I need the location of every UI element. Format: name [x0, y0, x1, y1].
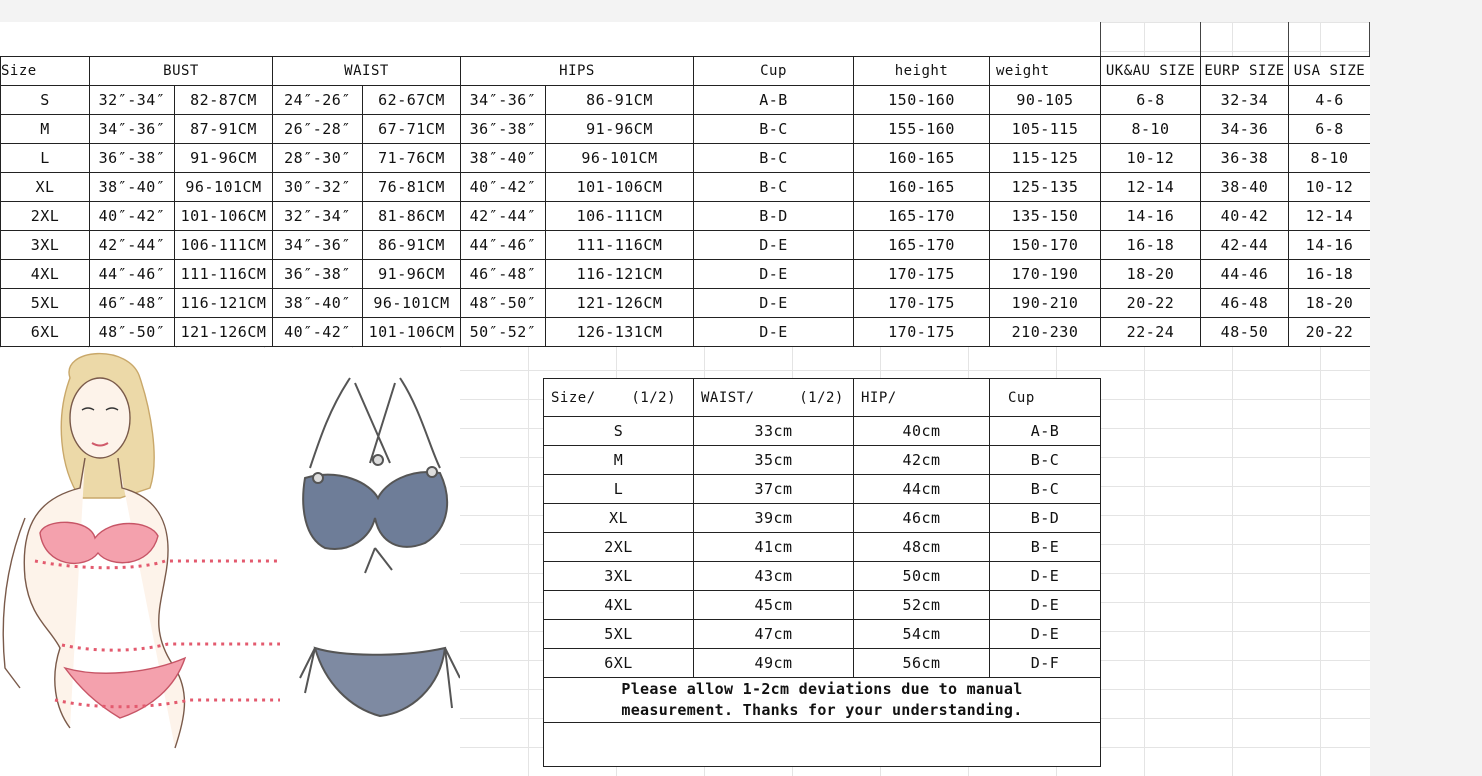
woman-figure [3, 354, 185, 748]
table-cell: 40cm [854, 417, 990, 446]
table-cell: 40″-42″ [273, 318, 363, 347]
table-cell: 34″-36″ [273, 231, 363, 260]
table-cell: 125-135 [990, 173, 1101, 202]
half-measure-table [543, 378, 1101, 767]
table-cell: 43cm [694, 562, 854, 591]
header-waist: WAIST [273, 57, 461, 86]
table-cell: D-E [990, 620, 1101, 649]
table-cell: D-E [694, 260, 854, 289]
table-cell: 16-18 [1289, 260, 1371, 289]
table-cell: 10-12 [1101, 144, 1201, 173]
table-cell: 28″-30″ [273, 144, 363, 173]
table-cell: 48″-50″ [90, 318, 175, 347]
table-cell: 46cm [854, 504, 990, 533]
table-cell: S [544, 417, 694, 446]
table-cell: L [1, 144, 90, 173]
header-bust: BUST [90, 57, 273, 86]
table-cell: 40″-42″ [461, 173, 546, 202]
table-row [1, 86, 1371, 115]
table-cell: 91-96CM [363, 260, 461, 289]
table-cell: B-C [990, 446, 1101, 475]
table-cell: 96-101CM [175, 173, 273, 202]
table-cell: B-C [990, 475, 1101, 504]
table-cell: 44″-46″ [461, 231, 546, 260]
table-row [544, 591, 1101, 620]
table-cell: 41cm [694, 533, 854, 562]
table-cell: 26″-28″ [273, 115, 363, 144]
table-cell: 105-115 [990, 115, 1101, 144]
table-cell: 42cm [854, 446, 990, 475]
measurement-note: Please allow 1-2cm deviations due to manual measurement. Thanks for your understanding. [544, 678, 1101, 723]
table-cell: 210-230 [990, 318, 1101, 347]
table-cell: 6-8 [1101, 86, 1201, 115]
table-cell: 38″-40″ [461, 144, 546, 173]
table-cell: 160-165 [854, 173, 990, 202]
table-cell: 8-10 [1289, 144, 1371, 173]
table-cell: 4XL [544, 591, 694, 620]
table-cell: B-C [694, 144, 854, 173]
table-cell: 40-42 [1201, 202, 1289, 231]
table-cell: A-B [694, 86, 854, 115]
table-cell: 30″-32″ [273, 173, 363, 202]
half-header-row [544, 379, 1101, 417]
table-cell: 126-131CM [546, 318, 694, 347]
table-cell: 82-87CM [175, 86, 273, 115]
table-cell: D-F [990, 649, 1101, 678]
table-cell: 2XL [1, 202, 90, 231]
table-cell: 24″-26″ [273, 86, 363, 115]
swimsuit-bottom-image [300, 648, 460, 716]
table-row [544, 562, 1101, 591]
title-row [0, 22, 1100, 56]
table-cell: 106-111CM [546, 202, 694, 231]
table-cell: 33cm [694, 417, 854, 446]
table-cell: 18-20 [1289, 289, 1371, 318]
table-cell: 170-175 [854, 318, 990, 347]
table-cell: B-D [990, 504, 1101, 533]
table-cell: D-E [990, 562, 1101, 591]
table-cell: A-B [990, 417, 1101, 446]
table-cell: 34″-36″ [461, 86, 546, 115]
table-cell: 16-18 [1101, 231, 1201, 260]
main-size-table [0, 56, 1370, 347]
table-row [544, 649, 1101, 678]
table-cell: 170-190 [990, 260, 1101, 289]
table-cell: 46-48 [1201, 289, 1289, 318]
table-cell: 6XL [1, 318, 90, 347]
table-row [1, 144, 1371, 173]
table-cell: 56cm [854, 649, 990, 678]
table-cell: 6-8 [1289, 115, 1371, 144]
table-cell: 3XL [1, 231, 90, 260]
header-height: height [854, 57, 990, 86]
table-row [1, 173, 1371, 202]
half-header-size: Size/ (1/2) [544, 379, 694, 417]
header-size: Size [1, 57, 90, 86]
table-cell: D-E [694, 318, 854, 347]
table-cell: 44cm [854, 475, 990, 504]
table-cell: 22-24 [1101, 318, 1201, 347]
table-cell: 48-50 [1201, 318, 1289, 347]
table-cell: 47cm [694, 620, 854, 649]
table-cell: 50″-52″ [461, 318, 546, 347]
table-cell: 111-116CM [175, 260, 273, 289]
table-cell: 34-36 [1201, 115, 1289, 144]
table-cell: D-E [990, 591, 1101, 620]
table-cell: 20-22 [1101, 289, 1201, 318]
table-cell: B-D [694, 202, 854, 231]
table-cell: 190-210 [990, 289, 1101, 318]
table-cell: 165-170 [854, 202, 990, 231]
blank-row [544, 723, 1101, 767]
table-cell: 90-105 [990, 86, 1101, 115]
table-cell: 165-170 [854, 231, 990, 260]
table-cell: 37cm [694, 475, 854, 504]
table-cell: 170-175 [854, 289, 990, 318]
table-cell: 111-116CM [546, 231, 694, 260]
table-cell: 42″-44″ [461, 202, 546, 231]
table-cell: 42″-44″ [90, 231, 175, 260]
table-cell: 32″-34″ [90, 86, 175, 115]
table-cell: B-C [694, 173, 854, 202]
table-cell: D-E [694, 231, 854, 260]
table-cell: D-E [694, 289, 854, 318]
model-illustration [0, 348, 460, 776]
table-cell: 20-22 [1289, 318, 1371, 347]
table-cell: XL [1, 173, 90, 202]
table-cell: 35cm [694, 446, 854, 475]
header-weight: weight [990, 57, 1101, 86]
table-cell: L [544, 475, 694, 504]
table-cell: 170-175 [854, 260, 990, 289]
swimsuit-top-image [303, 378, 447, 573]
table-cell: 8-10 [1101, 115, 1201, 144]
table-cell: 10-12 [1289, 173, 1371, 202]
bikini-top [40, 522, 158, 563]
table-cell: 46″-48″ [90, 289, 175, 318]
table-cell: 76-81CM [363, 173, 461, 202]
table-row [544, 446, 1101, 475]
table-cell: 48″-50″ [461, 289, 546, 318]
table-cell: M [544, 446, 694, 475]
waist-measure-line [62, 644, 280, 650]
table-cell: 49cm [694, 649, 854, 678]
table-cell: 38″-40″ [273, 289, 363, 318]
half-header-hip: HIP/ [854, 379, 990, 417]
table-cell: 150-170 [990, 231, 1101, 260]
table-cell: 32-34 [1201, 86, 1289, 115]
table-cell: 150-160 [854, 86, 990, 115]
table-cell: 36″-38″ [461, 115, 546, 144]
table-cell: 96-101CM [546, 144, 694, 173]
table-cell: 116-121CM [175, 289, 273, 318]
table-row [544, 620, 1101, 649]
table-cell: 116-121CM [546, 260, 694, 289]
table-cell: 18-20 [1101, 260, 1201, 289]
table-cell: 5XL [1, 289, 90, 318]
main-header-row [1, 57, 1371, 86]
table-cell: 48cm [854, 533, 990, 562]
table-cell: XL [544, 504, 694, 533]
header-uk-au-size: UK&AU SIZE [1101, 57, 1201, 86]
table-cell: 5XL [544, 620, 694, 649]
table-row [1, 260, 1371, 289]
bikini-bottom [65, 658, 185, 718]
table-cell: 96-101CM [363, 289, 461, 318]
table-row [544, 533, 1101, 562]
table-cell: 4XL [1, 260, 90, 289]
header-cup: Cup [694, 57, 854, 86]
table-cell: 36-38 [1201, 144, 1289, 173]
table-cell: 91-96CM [546, 115, 694, 144]
table-cell: 87-91CM [175, 115, 273, 144]
table-row [544, 475, 1101, 504]
table-cell: 52cm [854, 591, 990, 620]
table-cell: S [1, 86, 90, 115]
table-cell: 106-111CM [175, 231, 273, 260]
table-cell: 155-160 [854, 115, 990, 144]
table-cell: 86-91CM [546, 86, 694, 115]
table-cell: 62-67CM [363, 86, 461, 115]
table-cell: 32″-34″ [273, 202, 363, 231]
table-cell: 101-106CM [175, 202, 273, 231]
note-row [544, 678, 1101, 723]
table-cell: 86-91CM [363, 231, 461, 260]
table-cell: 38-40 [1201, 173, 1289, 202]
table-cell: 46″-48″ [461, 260, 546, 289]
table-cell: 38″-40″ [90, 173, 175, 202]
size-chart-sheet [0, 22, 1370, 776]
table-cell: 36″-38″ [90, 144, 175, 173]
table-cell: 36″-38″ [273, 260, 363, 289]
table-cell: 44″-46″ [90, 260, 175, 289]
half-header-waist: WAIST/ (1/2) [694, 379, 854, 417]
table-cell: 71-76CM [363, 144, 461, 173]
table-row [1, 115, 1371, 144]
left-arm [3, 518, 25, 688]
table-cell: B-E [990, 533, 1101, 562]
table-cell: 121-126CM [175, 318, 273, 347]
table-cell: 44-46 [1201, 260, 1289, 289]
table-cell: 81-86CM [363, 202, 461, 231]
table-row [1, 318, 1371, 347]
table-cell: 14-16 [1289, 231, 1371, 260]
table-cell: 14-16 [1101, 202, 1201, 231]
table-cell: 12-14 [1289, 202, 1371, 231]
table-cell: 40″-42″ [90, 202, 175, 231]
table-cell: 39cm [694, 504, 854, 533]
table-row [544, 504, 1101, 533]
table-cell: 121-126CM [546, 289, 694, 318]
header-usa-size: USA SIZE [1289, 57, 1371, 86]
table-cell: M [1, 115, 90, 144]
table-row [544, 417, 1101, 446]
table-cell: 135-150 [990, 202, 1101, 231]
table-cell: 4-6 [1289, 86, 1371, 115]
table-cell: 6XL [544, 649, 694, 678]
table-cell: 42-44 [1201, 231, 1289, 260]
header-hips: HIPS [461, 57, 694, 86]
table-cell: 101-106CM [363, 318, 461, 347]
half-header-cup: Cup [990, 379, 1101, 417]
table-cell: B-C [694, 115, 854, 144]
table-cell: 50cm [854, 562, 990, 591]
table-cell: 115-125 [990, 144, 1101, 173]
table-cell: 3XL [544, 562, 694, 591]
model-figure-svg [0, 348, 460, 776]
table-cell: 67-71CM [363, 115, 461, 144]
table-cell: 45cm [694, 591, 854, 620]
header-eurp-size: EURP SIZE [1201, 57, 1289, 86]
table-row [1, 202, 1371, 231]
table-cell: 91-96CM [175, 144, 273, 173]
table-cell: 2XL [544, 533, 694, 562]
table-cell: 160-165 [854, 144, 990, 173]
table-cell: 12-14 [1101, 173, 1201, 202]
table-row [1, 231, 1371, 260]
table-cell: 34″-36″ [90, 115, 175, 144]
table-row [1, 289, 1371, 318]
table-cell: 101-106CM [546, 173, 694, 202]
table-cell: 54cm [854, 620, 990, 649]
